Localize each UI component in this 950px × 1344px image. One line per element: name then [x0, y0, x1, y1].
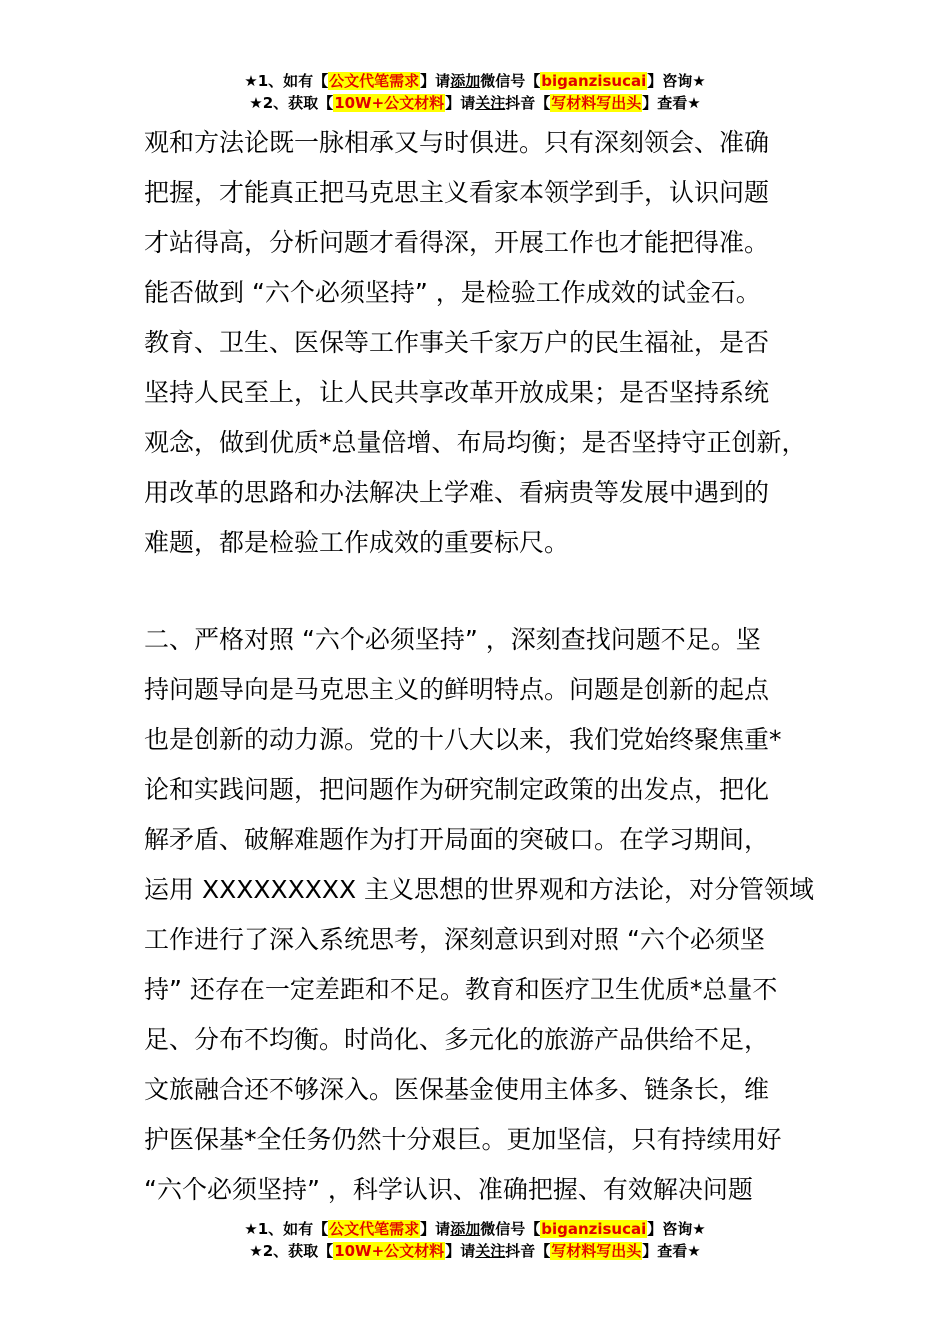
text-line: 才站得高，分析问题才看得深，开展工作也才能把得准。 — [144, 228, 770, 257]
text-line: 把握，才能真正把马克思主义看家本领学到手，认识问题 — [144, 178, 770, 207]
banner-text: 微信号【 — [480, 72, 541, 90]
banner-text: 抖音【 — [505, 1242, 551, 1260]
header-banner — [0, 70, 950, 114]
footer-banner — [0, 1218, 950, 1262]
banner-text: 】请 — [445, 1242, 476, 1260]
banner-text: ★2、获取【 — [249, 94, 334, 112]
banner-line-2 — [0, 92, 950, 114]
banner-text: ★1、如有【 — [244, 72, 329, 90]
highlight-service: 公文代笔需求 — [329, 72, 420, 90]
text-line: 论和实践问题，把问题作为研究制定政策的出发点，把化 — [144, 775, 770, 804]
banner-text: ★2、获取【 — [249, 1242, 334, 1260]
banner-text: 】查看★ — [642, 1242, 701, 1260]
banner-text: 】咨询★ — [647, 1220, 706, 1238]
text-line: 持” 还存在一定差距和不足。教育和医疗卫生优质*总量不 — [144, 975, 778, 1004]
text-line: 运用 XXXXXXXXX 主义思想的世界观和方法论，对分管领域 — [144, 875, 815, 904]
banner-emphasis: 添加 — [450, 1220, 481, 1238]
text-line: 足、分布不均衡。时尚化、多元化的旅游产品供给不足， — [144, 1025, 770, 1054]
banner-emphasis: 关注 — [475, 1242, 506, 1260]
text-line: 观和方法论既一脉相承又与时俱进。只有深刻领会、准确 — [144, 128, 770, 157]
highlight-wechat-id: biganzisucai — [541, 72, 647, 90]
banner-text: 】咨询★ — [647, 72, 706, 90]
text-line: 也是创新的动力源。党的十八大以来，我们党始终聚焦重* — [144, 725, 782, 754]
highlight-materials: 10W+公文材料 — [334, 94, 445, 112]
paragraph-1 — [144, 118, 844, 568]
banner-text: 】请 — [420, 1220, 451, 1238]
banner-line-1 — [0, 70, 950, 92]
banner-text: ★1、如有【 — [244, 1220, 329, 1238]
banner-line-2 — [0, 1240, 950, 1262]
highlight-douyin: 写材料写出头 — [551, 94, 642, 112]
banner-emphasis: 关注 — [475, 94, 506, 112]
banner-text: 】请 — [420, 72, 451, 90]
banner-text: 抖音【 — [505, 94, 551, 112]
banner-line-1 — [0, 1218, 950, 1240]
text-line: 二、严格对照 “六个必须坚持” ，深刻查找问题不足。坚 — [144, 625, 761, 654]
text-line: 观念，做到优质*总量倍增、布局均衡；是否坚持守正创新， — [144, 428, 807, 457]
text-line: “六个必须坚持” ，科学认识、准确把握、有效解决问题 — [144, 1175, 753, 1204]
highlight-service: 公文代笔需求 — [329, 1220, 420, 1238]
text-line: 持问题导向是马克思主义的鲜明特点。问题是创新的起点 — [144, 675, 770, 704]
text-line: 用改革的思路和办法解决上学难、看病贵等发展中遇到的 — [144, 478, 770, 507]
text-line: 难题，都是检验工作成效的重要标尺。 — [144, 528, 570, 557]
text-line: 护医保基*全任务仍然十分艰巨。更加坚信，只有持续用好 — [144, 1125, 782, 1154]
highlight-douyin: 写材料写出头 — [551, 1242, 642, 1260]
banner-text: 】请 — [445, 94, 476, 112]
highlight-wechat-id: biganzisucai — [541, 1220, 647, 1238]
banner-text: 】查看★ — [642, 94, 701, 112]
text-line: 解矛盾、破解难题作为打开局面的突破口。在学习期间， — [144, 825, 770, 854]
text-line: 教育、卫生、医保等工作事关千家万户的民生福祉，是否 — [144, 328, 770, 357]
text-line: 能否做到 “六个必须坚持” ，是检验工作成效的试金石。 — [144, 278, 761, 307]
text-line: 文旅融合还不够深入。医保基金使用主体多、链条长，维 — [144, 1075, 770, 1104]
text-line: 坚持人民至上，让人民共享改革开放成果；是否坚持系统 — [144, 378, 770, 407]
banner-emphasis: 添加 — [450, 72, 481, 90]
highlight-materials: 10W+公文材料 — [334, 1242, 445, 1260]
banner-text: 微信号【 — [480, 1220, 541, 1238]
text-line: 工作进行了深入系统思考，深刻意识到对照 “六个必须坚 — [144, 925, 765, 954]
paragraph-2 — [144, 615, 844, 1215]
